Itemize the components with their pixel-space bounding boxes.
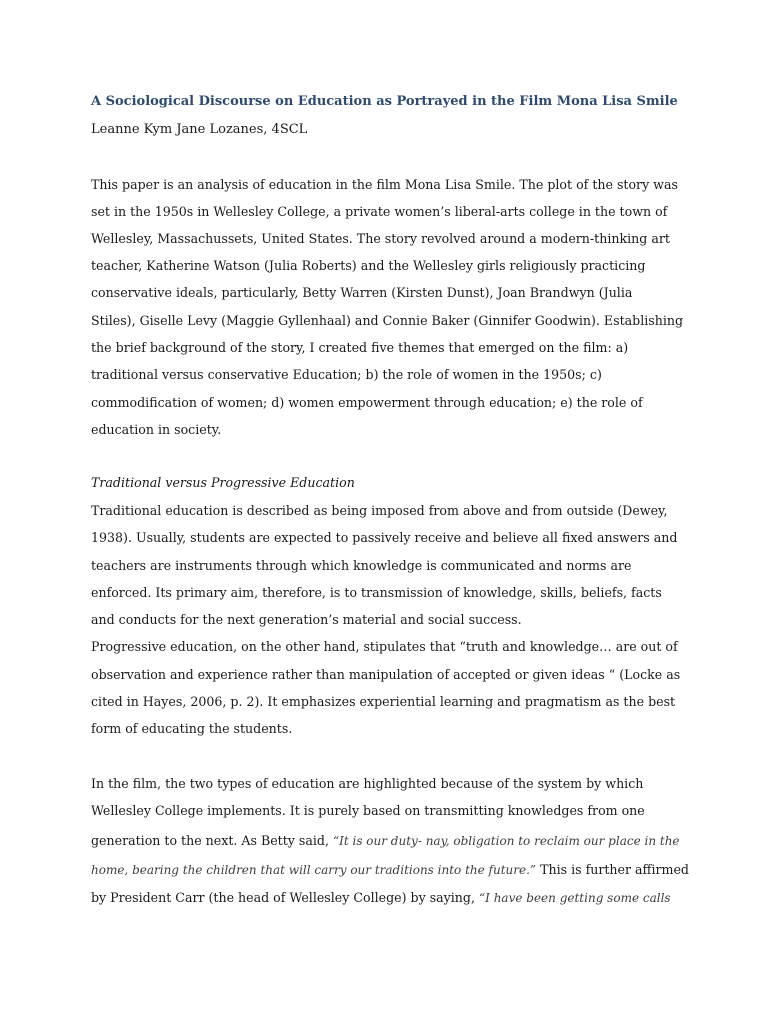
text-line: observation and experience rather than manipulation of accepted or given ideas “ (Locke as	[91, 667, 681, 682]
carr-quote: “I have been getting some calls	[479, 891, 671, 905]
text-line: and conducts for the next generation’s material and social success.	[91, 612, 522, 627]
text-line	[91, 889, 671, 907]
text-line: This paper is an analysis of education in the film Mona Lisa Smile. The plot of the story was	[91, 177, 678, 192]
text-line	[91, 861, 689, 879]
text-line: cited in Hayes, 2006, p. 2). It emphasizes experiential learning and pragmatism as the best	[91, 694, 676, 709]
line-text: generation to the next. As Betty said,	[91, 833, 333, 848]
betty-quote: “It is our duty- nay, obligation to reclaim our place in the	[332, 834, 680, 848]
betty-quote-continued: home, bearing the children that will carry our traditions into the future.”	[91, 863, 537, 877]
section-heading: Traditional versus Progressive Education	[91, 475, 355, 490]
line-text: This is further affirmed	[536, 862, 689, 877]
text-line: teacher, Katherine Watson (Julia Roberts) and the Wellesley girls religiously practicing	[91, 258, 646, 273]
text-line: Traditional education is described as being imposed from above and from outside (Dewey,	[91, 503, 668, 518]
author-line: Leanne Kym Jane Lozanes, 4SCL	[91, 122, 308, 137]
line-text: by President Carr (the head of Wellesley College) by saying,	[91, 890, 479, 905]
text-line: Wellesley, Massachussets, United States. The story revolved around a modern-thinking art	[91, 231, 670, 246]
text-line: In the film, the two types of education are highlighted because of the system by which	[91, 776, 644, 791]
text-line: enforced. Its primary aim, therefore, is to transmission of knowledge, skills, beliefs, facts	[91, 585, 662, 600]
text-line: traditional versus conservative Education; b) the role of women in the 1950s; c)	[91, 367, 602, 382]
document-title: A Sociological Discourse on Education as Portrayed in the Film Mona Lisa Smile	[91, 94, 678, 109]
text-line: teachers are instruments through which knowledge is communicated and norms are	[91, 558, 632, 573]
text-line: education in society.	[91, 422, 222, 437]
text-line: Progressive education, on the other hand, stipulates that “truth and knowledge… are out of	[91, 639, 678, 654]
text-line: form of educating the students.	[91, 721, 293, 736]
text-line: commodification of women; d) women empowerment through education; e) the role of	[91, 395, 643, 410]
text-line: the brief background of the story, I created five themes that emerged on the film: a)	[91, 340, 629, 355]
text-line: set in the 1950s in Wellesley College, a private women’s liberal-arts college in the town of	[91, 204, 668, 219]
text-line: conservative ideals, particularly, Betty Warren (Kirsten Dunst), Joan Brandwyn (Julia	[91, 285, 633, 300]
text-line: Stiles), Giselle Levy (Maggie Gyllenhaal) and Connie Baker (Ginnifer Goodwin). Establishing	[91, 313, 684, 328]
text-line: 1938). Usually, students are expected to passively receive and believe all fixed answers and	[91, 530, 678, 545]
text-line: Wellesley College implements. It is purely based on transmitting knowledges from one	[91, 803, 645, 818]
text-line	[91, 832, 680, 850]
